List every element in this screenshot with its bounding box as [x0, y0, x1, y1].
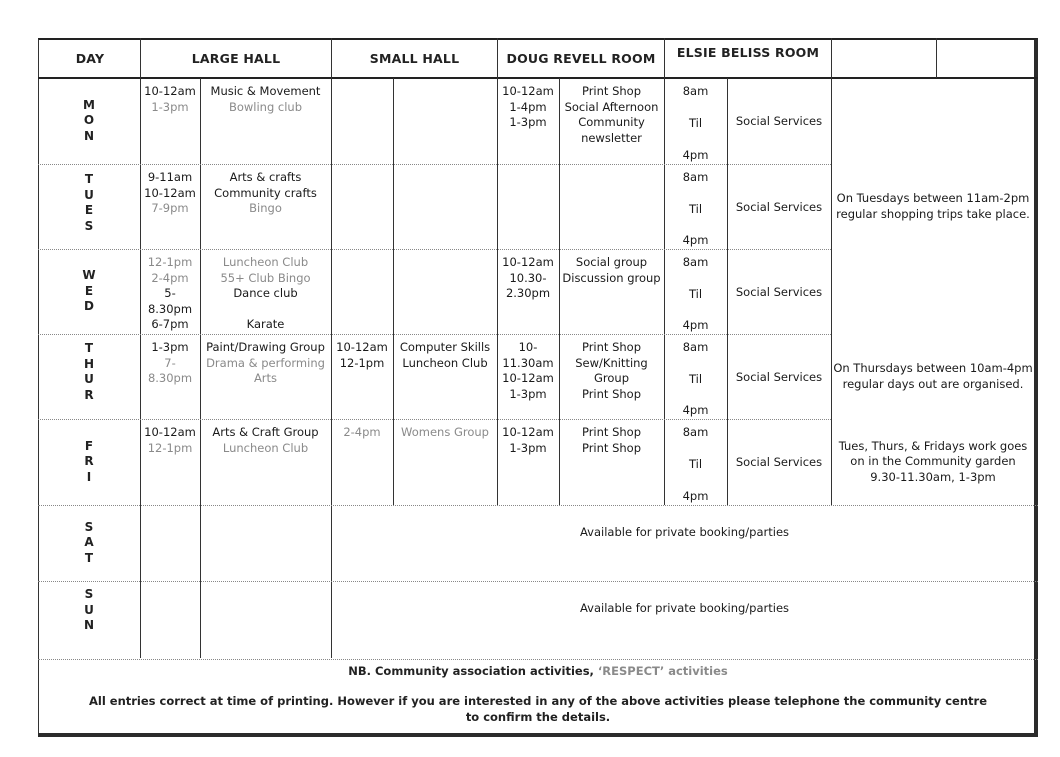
entry: 10-: [518, 340, 538, 354]
day-letter: T: [84, 550, 94, 565]
fri-small-hall-times: [331, 419, 393, 441]
header-extra-1: [832, 40, 936, 77]
entry: Karate: [246, 317, 285, 331]
entry: 7-9pm: [151, 201, 189, 215]
entry: Paint/Drawing Group: [206, 340, 325, 354]
entry: Arts: [253, 371, 278, 385]
thur-large-hall-times: [140, 334, 200, 387]
tues-elsie-from: 8am: [682, 170, 709, 184]
entry: 11.30am: [502, 355, 554, 370]
tues-elsie-hours: [664, 164, 727, 249]
entry: 9-11am: [147, 170, 193, 184]
day-letter: H: [83, 356, 95, 371]
row-line-footer: [38, 659, 1038, 660]
thur-small-hall-times: [331, 334, 393, 371]
fri-elsie-activity: Social Services: [735, 455, 823, 469]
fri-elsie-from: 8am: [682, 425, 709, 439]
entry: Community crafts: [214, 185, 317, 200]
tues-large-hall-activities: [200, 164, 331, 217]
entry: 10-12am: [144, 185, 196, 200]
entry: 8.30pm: [147, 301, 193, 316]
thur-doug-times: [497, 334, 559, 402]
entry: 12-1pm: [339, 355, 385, 370]
entry: Computer Skills: [399, 340, 491, 354]
header-extra-2: [937, 40, 1035, 77]
entry: Luncheon Club: [402, 355, 488, 370]
tues-elsie-til: Til: [688, 201, 703, 216]
entry: 8.30pm: [147, 371, 193, 385]
day-letter: E: [84, 283, 94, 298]
entry: Music & Movement: [210, 84, 321, 98]
mon-elsie-from: 8am: [682, 84, 709, 98]
sat-availability: Available for private booking/parties: [579, 525, 790, 539]
fri-elsie-hours: [664, 419, 727, 505]
entry: Arts & Craft Group: [212, 425, 319, 439]
note-line: On Thursdays between 10am-4pm: [833, 361, 1033, 375]
wed-elsie-activity: Social Services: [735, 284, 823, 299]
thur-small-hall-activities: [393, 334, 497, 371]
tues-large-hall-times: [140, 164, 200, 217]
fri-elsie-to: 4pm: [682, 489, 709, 503]
mon-doug-times: [497, 78, 559, 131]
day-letter: R: [84, 454, 94, 469]
day-label-mon: [38, 78, 140, 164]
entry: 1-3pm: [509, 440, 547, 455]
tues-elsie-to: 4pm: [682, 233, 709, 247]
fri-elsie-til: Til: [688, 457, 703, 471]
entry: Social group: [575, 255, 648, 269]
entry: Luncheon Club: [222, 440, 309, 455]
entry: 1-3pm: [151, 99, 189, 114]
fri-large-hall-activities: [200, 419, 331, 456]
wed-elsie-from: 8am: [682, 255, 709, 269]
thur-doug-activities: [559, 334, 664, 402]
note-tuesdays: [831, 164, 1035, 249]
day-letter: R: [84, 387, 94, 402]
entry: 7-: [164, 355, 176, 370]
thur-elsie-til: Til: [688, 371, 703, 386]
entry: 1-3pm: [509, 386, 547, 401]
entry: 10-12am: [502, 84, 554, 98]
thur-elsie-activity: Social Services: [735, 369, 823, 384]
entry: 12-1pm: [147, 255, 193, 269]
wed-doug-activities: [559, 249, 664, 286]
day-letter: N: [83, 618, 95, 632]
wed-elsie-hours: [664, 249, 727, 334]
entry: 5-: [164, 286, 176, 300]
mon-elsie-to: 4pm: [682, 148, 709, 162]
note-line: on in the Community garden: [850, 454, 1016, 469]
footer-nb-text: NB. Community association activities,: [348, 664, 598, 678]
entry: Print Shop: [581, 84, 642, 98]
header-day: DAY: [75, 51, 105, 66]
day-letter: O: [83, 113, 95, 128]
entry: Print Shop: [581, 340, 642, 354]
entry: Print Shop: [581, 440, 642, 455]
day-label-fri: [38, 419, 140, 505]
day-letter: U: [84, 602, 94, 617]
mon-elsie-hours: [664, 78, 727, 164]
note-line: 9.30-11.30am, 1-3pm: [870, 469, 996, 484]
entry: 1-3pm: [151, 340, 189, 354]
entry: Social Afternoon: [564, 99, 659, 114]
entry: Discussion group: [562, 270, 661, 285]
note-line: regular days out are organised.: [842, 376, 1024, 391]
day-letter: N: [83, 128, 95, 143]
entry: Luncheon Club: [222, 255, 309, 269]
day-letter: F: [84, 438, 94, 453]
day-letter: T: [84, 341, 94, 355]
footer-nb: [38, 664, 1038, 678]
thur-elsie-hours: [664, 334, 727, 419]
mon-doug-activities: [559, 78, 664, 146]
entry: 10.30-: [509, 270, 547, 285]
day-label-thur: [38, 334, 140, 419]
wed-large-hall-times: [140, 249, 200, 333]
day-letter: M: [83, 97, 95, 112]
tues-elsie-activity: Social Services: [735, 199, 823, 214]
day-label-sun: [38, 581, 140, 651]
day-letter: T: [84, 172, 94, 186]
day-letter: W: [82, 268, 96, 283]
day-letter: D: [84, 299, 94, 314]
header-doug-revell-room: DOUG REVELL ROOM: [506, 51, 656, 66]
day-label-wed: [38, 249, 140, 334]
thur-large-hall-activities: [200, 334, 331, 387]
mon-large-hall-activities: [200, 78, 331, 115]
mon-elsie-activity: Social Services: [735, 114, 823, 128]
note-thursdays: [831, 334, 1035, 419]
wed-doug-times: [497, 249, 559, 302]
entry: Bingo: [249, 201, 282, 215]
entry: 10-12am: [336, 340, 388, 354]
entry: Dance club: [233, 286, 298, 300]
entry: Community: [578, 115, 645, 129]
entry: 2-4pm: [343, 425, 381, 439]
footer-respect-text: ‘RESPECT’ activities: [597, 664, 728, 678]
entry: 2.30pm: [505, 286, 551, 300]
header-large-hall: LARGE HALL: [191, 51, 281, 66]
entry: 10-12am: [144, 84, 196, 98]
day-label-sat: [38, 505, 140, 581]
thur-elsie-to: 4pm: [682, 403, 709, 417]
entry: 10-12am: [502, 425, 554, 439]
entry: Arts & crafts: [229, 170, 302, 184]
fri-doug-times: [497, 419, 559, 456]
day-letter: S: [84, 218, 94, 233]
note-line: regular shopping trips take place.: [836, 206, 1030, 221]
note-line: Tues, Thurs, & Fridays work goes: [838, 438, 1028, 453]
entry: 10-12am: [502, 255, 554, 269]
sun-availability: Available for private booking/parties: [579, 601, 790, 615]
day-letter: S: [84, 587, 94, 601]
note-community-garden: [831, 419, 1035, 505]
entry: Drama & performing: [206, 355, 325, 370]
fri-doug-activities: [559, 419, 664, 456]
day-letter: U: [84, 372, 94, 386]
fri-small-hall-activities: [393, 419, 497, 441]
entry: 1-4pm: [509, 99, 547, 114]
mon-elsie-til: Til: [688, 116, 703, 130]
footer-disclaimer-line-1: All entries correct at time of printing. However if you are interested in any of the above activities please telephone the community centre: [88, 694, 988, 708]
entry: 55+ Club Bingo: [220, 270, 311, 285]
day-label-tues: [38, 164, 140, 242]
fri-large-hall-times: [140, 419, 200, 456]
bottom-border: [38, 733, 1038, 737]
note-line: On Tuesdays between 11am-2pm: [836, 191, 1030, 205]
wed-large-hall-activities: [200, 249, 331, 333]
entry: Print Shop: [581, 386, 642, 401]
wed-elsie-to: 4pm: [682, 318, 709, 332]
header-small-hall: SMALL HALL: [369, 51, 460, 66]
entry: [200, 302, 331, 318]
entry: Sew/Knitting: [575, 355, 648, 370]
day-letter: I: [86, 469, 92, 484]
entry: Bowling club: [228, 99, 303, 114]
entry: 6-7pm: [151, 317, 189, 331]
day-letter: E: [84, 203, 94, 217]
entry: Womens Group: [401, 425, 489, 439]
thur-elsie-from: 8am: [682, 340, 709, 354]
day-letter: S: [84, 519, 94, 534]
day-letter: U: [84, 187, 94, 202]
entry: newsletter: [581, 130, 642, 145]
entry: 10-12am: [144, 425, 196, 439]
entry: Group: [593, 371, 629, 385]
day-letter: A: [84, 535, 94, 550]
mon-large-hall-times: [140, 78, 200, 115]
entry: 10-12am: [502, 371, 554, 385]
entry: Print Shop: [581, 425, 642, 439]
divider-small-time: [393, 78, 394, 505]
entry: 1-3pm: [509, 115, 547, 129]
header-elsie-beliss-room: ELSIE BELISS ROOM: [676, 44, 820, 60]
wed-elsie-til: Til: [688, 286, 703, 301]
entry: 12-1pm: [147, 440, 193, 455]
entry: 2-4pm: [151, 270, 189, 285]
footer-disclaimer-line-2: to confirm the details.: [465, 710, 611, 724]
